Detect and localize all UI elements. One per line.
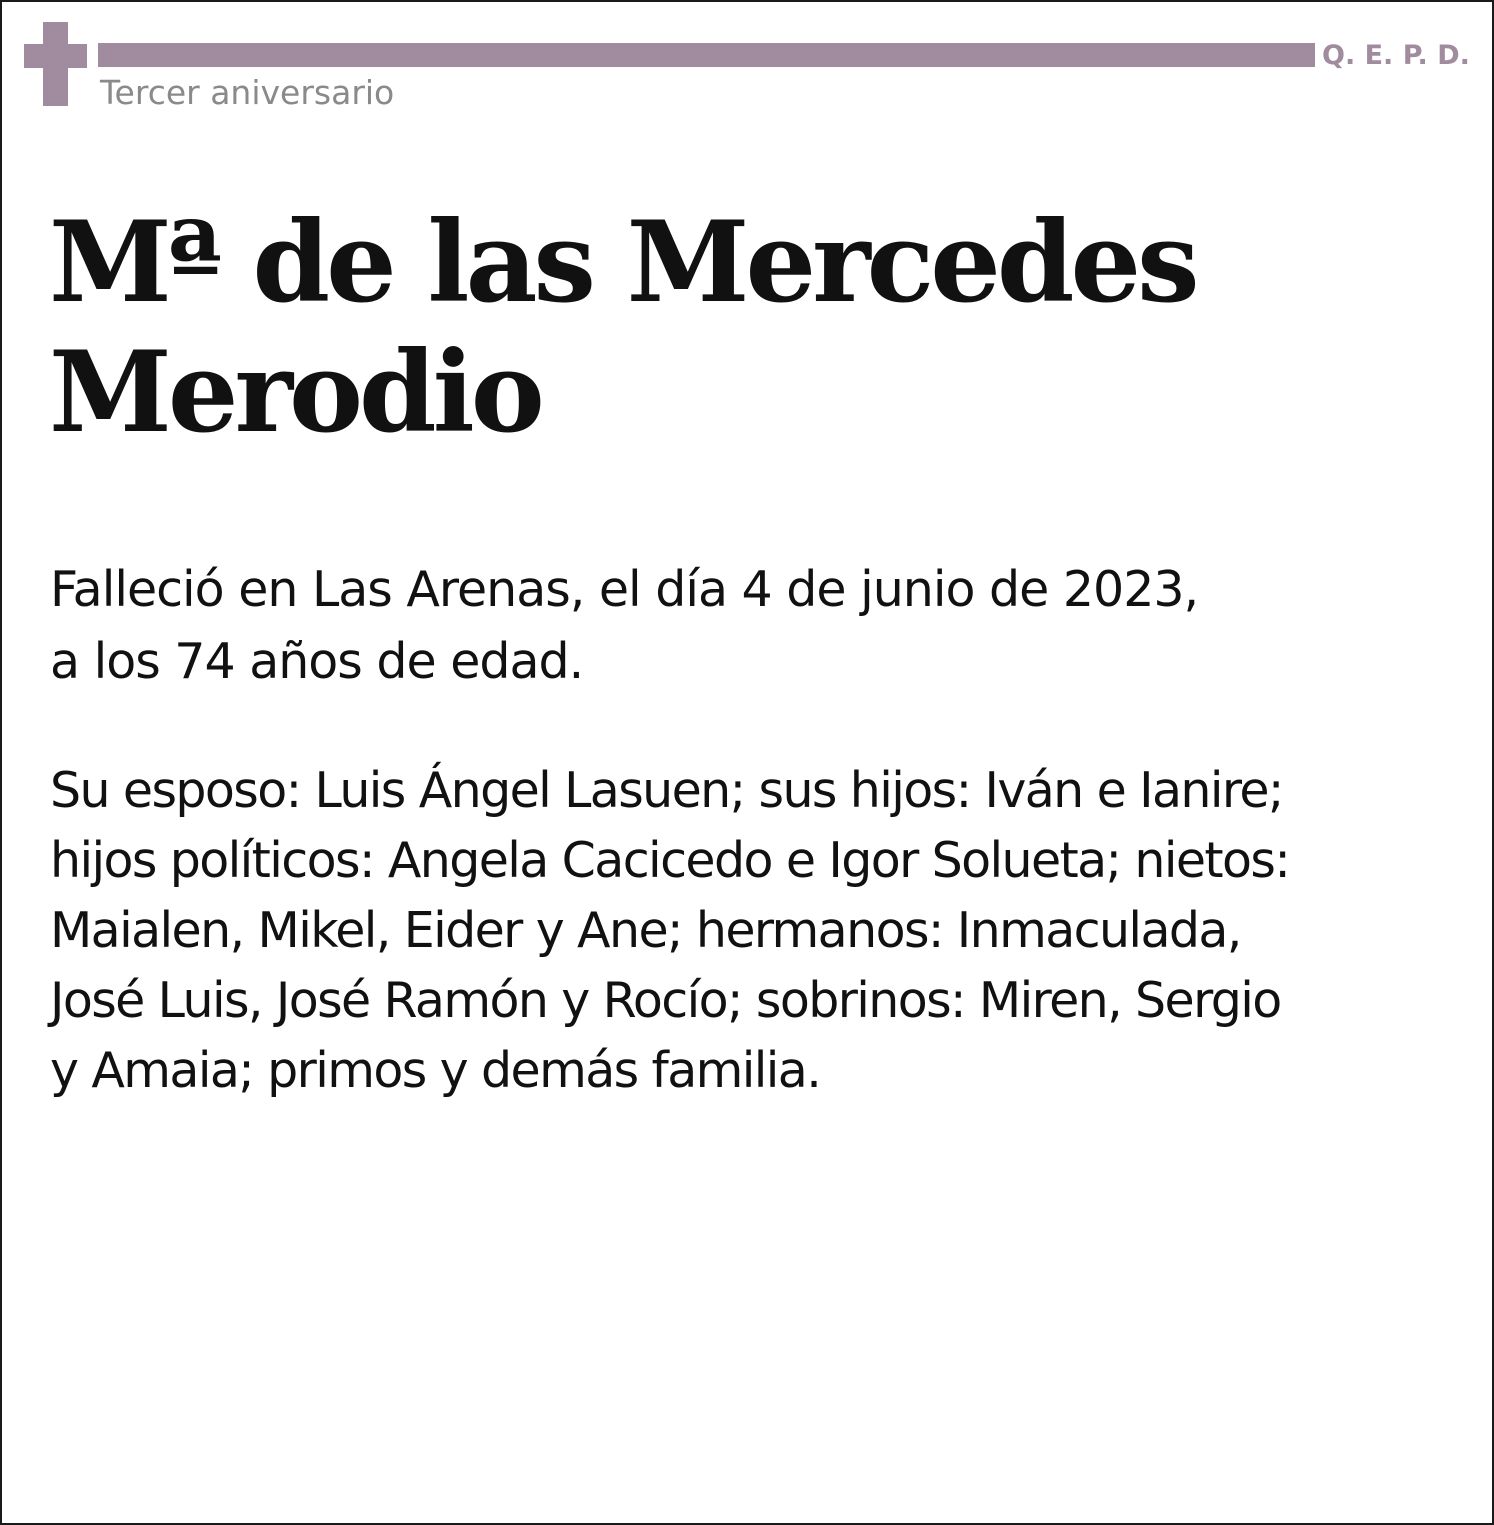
deceased-name [49, 198, 1449, 458]
header-rule [98, 43, 1315, 67]
family-list [50, 756, 1470, 1106]
family-line: José Luis, José Ramón y Rocío; sobrinos: Miren, Sergio [50, 972, 1281, 1029]
death-notice [50, 554, 1470, 698]
family-line: hijos políticos: Angela Cacicedo e Igor Solueta; nietos: [50, 832, 1290, 889]
anniversary-label: Tercer aniversario [100, 73, 395, 112]
family-line: y Amaia; primos y demás familia. [50, 1042, 821, 1099]
qepd-label: Q. E. P. D. [1322, 40, 1470, 71]
death-notice-line: Falleció en Las Arenas, el día 4 de junio de 2023, [50, 561, 1199, 618]
family-line: Maialen, Mikel, Eider y Ane; hermanos: Inmaculada, [50, 902, 1241, 959]
deceased-name-line: Merodio [49, 328, 541, 458]
deceased-name-line: Mª de las Mercedes [49, 198, 1196, 328]
death-notice-line: a los 74 años de edad. [50, 633, 584, 690]
cross-horizontal-bar [24, 44, 87, 68]
family-line: Su esposo: Luis Ángel Lasuen; sus hijos: Iván e Ianire; [50, 762, 1283, 819]
